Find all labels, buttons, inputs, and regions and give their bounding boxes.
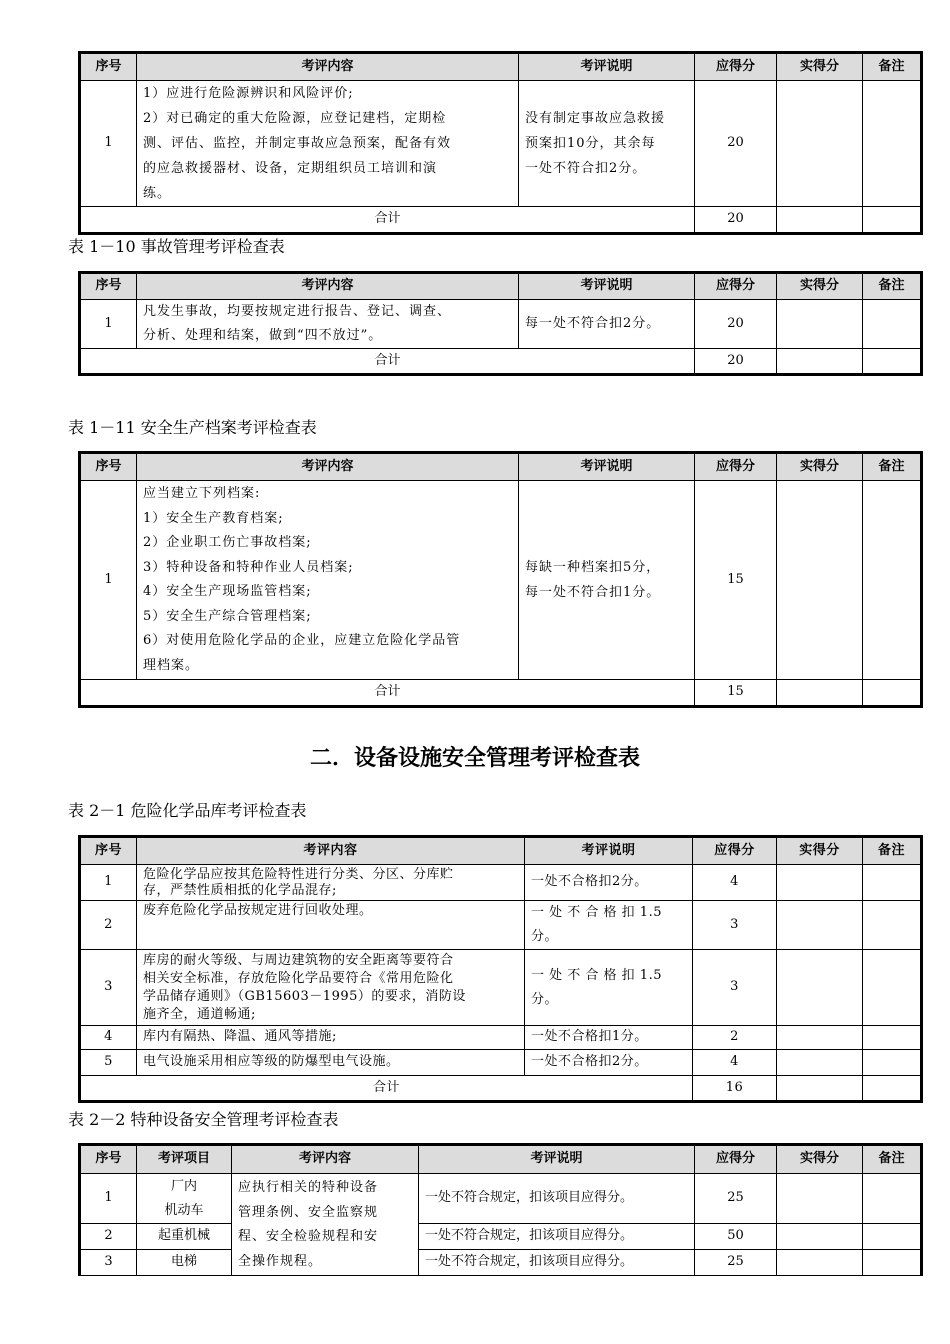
total-actual bbox=[777, 349, 863, 375]
content-line: 凡发生事故，均要按规定进行报告、登记、调查、 bbox=[143, 304, 452, 319]
row-remark bbox=[863, 865, 922, 901]
row-note: 一处不符合规定，扣该项目应得分。 bbox=[419, 1224, 695, 1250]
row-note: 一处不符合规定，扣该项目应得分。 bbox=[419, 1250, 695, 1276]
row-score: 20 bbox=[695, 81, 777, 207]
row-actual bbox=[777, 865, 863, 901]
note-line: 一处不合格扣2分。 bbox=[531, 1054, 648, 1070]
row-no: 3 bbox=[80, 950, 137, 1026]
header-no: 序号 bbox=[80, 453, 137, 481]
note-line: 一处不合格扣1分。 bbox=[531, 1029, 648, 1045]
row-actual bbox=[777, 1026, 863, 1050]
content-line: 1）安全生产教育档案; bbox=[143, 510, 284, 526]
row-remark bbox=[863, 481, 922, 680]
row-content bbox=[137, 1050, 525, 1076]
item-line: 机动车 bbox=[164, 1202, 204, 1218]
row-remark bbox=[863, 1250, 922, 1276]
header-note: 考评说明 bbox=[525, 837, 693, 865]
content-line: 分析、处理和结案，做到“四不放过”。 bbox=[143, 328, 383, 343]
total-row bbox=[80, 349, 922, 375]
content-line: 练。 bbox=[143, 186, 172, 201]
total-remark bbox=[863, 1076, 922, 1102]
header-actual: 实得分 bbox=[777, 837, 863, 865]
total-actual bbox=[777, 680, 863, 707]
row-note bbox=[525, 1026, 693, 1050]
content-line: 库房的耐火等级、与周边建筑物的安全距离等要符合 bbox=[143, 952, 454, 968]
table-row bbox=[80, 1250, 922, 1276]
row-no: 1 bbox=[80, 1174, 137, 1224]
content-line: 应当建立下列档案: bbox=[143, 486, 261, 501]
header-no: 序号 bbox=[80, 837, 137, 865]
row-note bbox=[519, 300, 695, 349]
row-note bbox=[525, 865, 693, 901]
table-row bbox=[80, 81, 922, 207]
note-line: 一 处 不 合 格 扣 1.5 bbox=[531, 967, 662, 983]
table-row bbox=[80, 901, 922, 950]
total-row bbox=[80, 680, 922, 707]
row-item bbox=[137, 1174, 232, 1224]
table-row bbox=[80, 1174, 922, 1224]
content-line: 2）对已确定的重大危险源，应登记建档，定期检 bbox=[143, 111, 447, 126]
content-line: 库内有隔热、降温、通风等措施; bbox=[143, 1029, 337, 1045]
row-score: 20 bbox=[695, 300, 777, 349]
table-caption: 表 1－10 事故管理考评检查表 bbox=[68, 237, 285, 256]
content-line: 存，严禁性质相抵的化学品混存; bbox=[143, 882, 337, 898]
content-line: 3）特种设备和特种作业人员档案; bbox=[143, 559, 354, 575]
header-item: 考评项目 bbox=[137, 1145, 232, 1174]
item-line: 起重机械 bbox=[157, 1228, 210, 1244]
total-label: 合计 bbox=[80, 207, 695, 234]
header-remark: 备注 bbox=[863, 453, 922, 481]
row-remark bbox=[863, 81, 922, 207]
note-line: 一处不符合扣2分。 bbox=[525, 161, 647, 176]
row-actual bbox=[777, 300, 863, 349]
header-actual: 实得分 bbox=[777, 273, 863, 300]
row-content bbox=[137, 865, 525, 901]
row-remark bbox=[863, 1026, 922, 1050]
shared-content bbox=[232, 1174, 419, 1276]
content-line: 6）对使用危险化学品的企业，应建立危险化学品管 bbox=[143, 633, 461, 648]
row-note bbox=[519, 81, 695, 207]
row-score: 2 bbox=[693, 1026, 777, 1050]
content-line: 电气设施采用相应等级的防爆型电气设施。 bbox=[143, 1054, 400, 1070]
total-label: 合计 bbox=[80, 680, 695, 707]
content-line: 施齐全，通道畅通; bbox=[143, 1006, 256, 1022]
row-no: 3 bbox=[80, 1250, 137, 1276]
table-1-11 bbox=[78, 451, 923, 708]
row-no: 5 bbox=[80, 1050, 137, 1076]
row-score: 4 bbox=[693, 1050, 777, 1076]
content-line: 相关安全标准，存放危险化学品要符合《常用危险化 bbox=[143, 970, 454, 986]
table-row bbox=[80, 300, 922, 349]
row-score: 50 bbox=[695, 1224, 777, 1250]
header-note: 考评说明 bbox=[419, 1145, 695, 1174]
row-score: 4 bbox=[693, 865, 777, 901]
total-score: 20 bbox=[695, 349, 777, 375]
total-score: 20 bbox=[695, 207, 777, 234]
content-line: 程、安全检验规程和安 bbox=[238, 1229, 379, 1244]
note-line: 一 处 不 合 格 扣 1.5 bbox=[531, 905, 662, 920]
header-actual: 实得分 bbox=[777, 53, 863, 81]
row-remark bbox=[863, 901, 922, 950]
row-content bbox=[137, 81, 519, 207]
header-no: 序号 bbox=[80, 1145, 137, 1174]
item-line: 厂内 bbox=[170, 1178, 197, 1194]
row-note bbox=[525, 950, 693, 1026]
header-score: 应得分 bbox=[695, 53, 777, 81]
header-content: 考评内容 bbox=[232, 1145, 419, 1174]
row-remark bbox=[863, 950, 922, 1026]
content-line: 应执行相关的特种设备 bbox=[238, 1180, 379, 1195]
row-no: 1 bbox=[80, 81, 137, 207]
row-actual bbox=[777, 1250, 863, 1276]
row-remark bbox=[863, 1224, 922, 1250]
header-content: 考评内容 bbox=[137, 453, 519, 481]
content-line: 全操作规程。 bbox=[238, 1253, 323, 1269]
row-content bbox=[137, 481, 519, 680]
row-actual bbox=[777, 81, 863, 207]
header-no: 序号 bbox=[80, 53, 137, 81]
total-row bbox=[80, 1076, 922, 1102]
header-score: 应得分 bbox=[695, 453, 777, 481]
note-line: 预案扣10分，其余每 bbox=[525, 136, 656, 151]
total-remark bbox=[863, 207, 922, 234]
row-note: 一处不符合规定，扣该项目应得分。 bbox=[419, 1174, 695, 1224]
row-score: 15 bbox=[695, 481, 777, 680]
table-caption: 表 2－2 特种设备安全管理考评检查表 bbox=[68, 1110, 339, 1129]
content-line: 2）企业职工伤亡事故档案; bbox=[143, 535, 312, 550]
row-note bbox=[525, 901, 693, 950]
row-item bbox=[137, 1224, 232, 1250]
row-no: 4 bbox=[80, 1026, 137, 1050]
total-remark bbox=[863, 349, 922, 375]
row-score: 3 bbox=[693, 901, 777, 950]
table-row bbox=[80, 1026, 922, 1050]
table-row bbox=[80, 865, 922, 901]
content-line: 废弃危险化学品按规定进行回收处理。 bbox=[143, 903, 373, 918]
header-remark: 备注 bbox=[863, 53, 922, 81]
row-actual bbox=[777, 1224, 863, 1250]
row-remark bbox=[863, 1050, 922, 1076]
total-label: 合计 bbox=[80, 349, 695, 375]
table-caption: 表 2－1 危险化学品库考评检查表 bbox=[68, 801, 307, 820]
content-line: 学品储存通则》（GB15603－1995）的要求，消防设 bbox=[143, 988, 466, 1004]
row-actual bbox=[777, 1050, 863, 1076]
header-no: 序号 bbox=[80, 273, 137, 300]
header-remark: 备注 bbox=[863, 1145, 922, 1174]
table-row bbox=[80, 1050, 922, 1076]
header-content: 考评内容 bbox=[137, 53, 519, 81]
row-actual bbox=[777, 1174, 863, 1224]
row-content bbox=[137, 300, 519, 349]
total-label: 合计 bbox=[80, 1076, 693, 1102]
note-line: 分。 bbox=[531, 929, 559, 944]
note-line: 没有制定事故应急救援 bbox=[525, 111, 666, 126]
content-line: 管理条例、安全监察规 bbox=[238, 1204, 379, 1220]
content-line: 4）安全生产现场监管档案; bbox=[143, 584, 312, 599]
row-no: 1 bbox=[80, 865, 137, 901]
table-2-1 bbox=[78, 835, 923, 1103]
row-no: 1 bbox=[80, 481, 137, 680]
header-note: 考评说明 bbox=[519, 273, 695, 300]
row-note bbox=[525, 1050, 693, 1076]
row-content bbox=[137, 950, 525, 1026]
row-no: 2 bbox=[80, 1224, 137, 1250]
header-content: 考评内容 bbox=[137, 273, 519, 300]
row-content bbox=[137, 901, 525, 950]
row-actual bbox=[777, 481, 863, 680]
table-row bbox=[80, 481, 922, 680]
content-line: 1）应进行危险源辨识和风险评价; bbox=[143, 86, 354, 101]
note-line: 每缺一种档案扣5分， bbox=[525, 560, 661, 575]
header-actual: 实得分 bbox=[777, 453, 863, 481]
row-note bbox=[519, 481, 695, 680]
header-note: 考评说明 bbox=[519, 53, 695, 81]
table-row bbox=[80, 1224, 922, 1250]
total-actual bbox=[777, 207, 863, 234]
header-score: 应得分 bbox=[695, 1145, 777, 1174]
note-line: 一处不合格扣2分。 bbox=[531, 874, 648, 890]
row-actual bbox=[777, 950, 863, 1026]
row-actual bbox=[777, 901, 863, 950]
header-content: 考评内容 bbox=[137, 837, 525, 865]
table-caption: 表 1－11 安全生产档案考评检查表 bbox=[68, 418, 317, 437]
header-remark: 备注 bbox=[863, 837, 922, 865]
table-1-9 bbox=[78, 51, 923, 235]
header-score: 应得分 bbox=[695, 273, 777, 300]
total-remark bbox=[863, 680, 922, 707]
row-score: 25 bbox=[695, 1174, 777, 1224]
total-actual bbox=[777, 1076, 863, 1102]
content-line: 危险化学品应按其危险特性进行分类、分区、分库贮 bbox=[143, 866, 454, 882]
content-line: 测、评估、监控，并制定事故应急预案，配备有效 bbox=[143, 136, 452, 151]
content-line: 的应急救援器材、设备，定期组织员工培训和演 bbox=[143, 161, 438, 176]
total-score: 16 bbox=[693, 1076, 777, 1102]
note-line: 每一处不符合扣2分。 bbox=[525, 315, 661, 331]
note-line: 每一处不符合扣1分。 bbox=[525, 585, 661, 600]
total-row bbox=[80, 207, 922, 234]
header-remark: 备注 bbox=[863, 273, 922, 300]
row-no: 2 bbox=[80, 901, 137, 950]
section-title: 二．设备设施安全管理考评检查表 bbox=[309, 746, 640, 771]
row-score: 3 bbox=[693, 950, 777, 1026]
table-2-2 bbox=[78, 1143, 923, 1276]
row-item bbox=[137, 1250, 232, 1276]
header-note: 考评说明 bbox=[519, 453, 695, 481]
row-no: 1 bbox=[80, 300, 137, 349]
row-remark bbox=[863, 300, 922, 349]
header-actual: 实得分 bbox=[777, 1145, 863, 1174]
note-line: 分。 bbox=[531, 991, 559, 1007]
row-score: 25 bbox=[695, 1250, 777, 1276]
total-score: 15 bbox=[695, 680, 777, 707]
item-line: 电梯 bbox=[170, 1254, 197, 1270]
row-content bbox=[137, 1026, 525, 1050]
table-row bbox=[80, 950, 922, 1026]
content-line: 5）安全生产综合管理档案; bbox=[143, 608, 312, 624]
header-score: 应得分 bbox=[693, 837, 777, 865]
content-line: 理档案。 bbox=[143, 657, 200, 673]
row-remark bbox=[863, 1174, 922, 1224]
table-1-10 bbox=[78, 271, 923, 376]
